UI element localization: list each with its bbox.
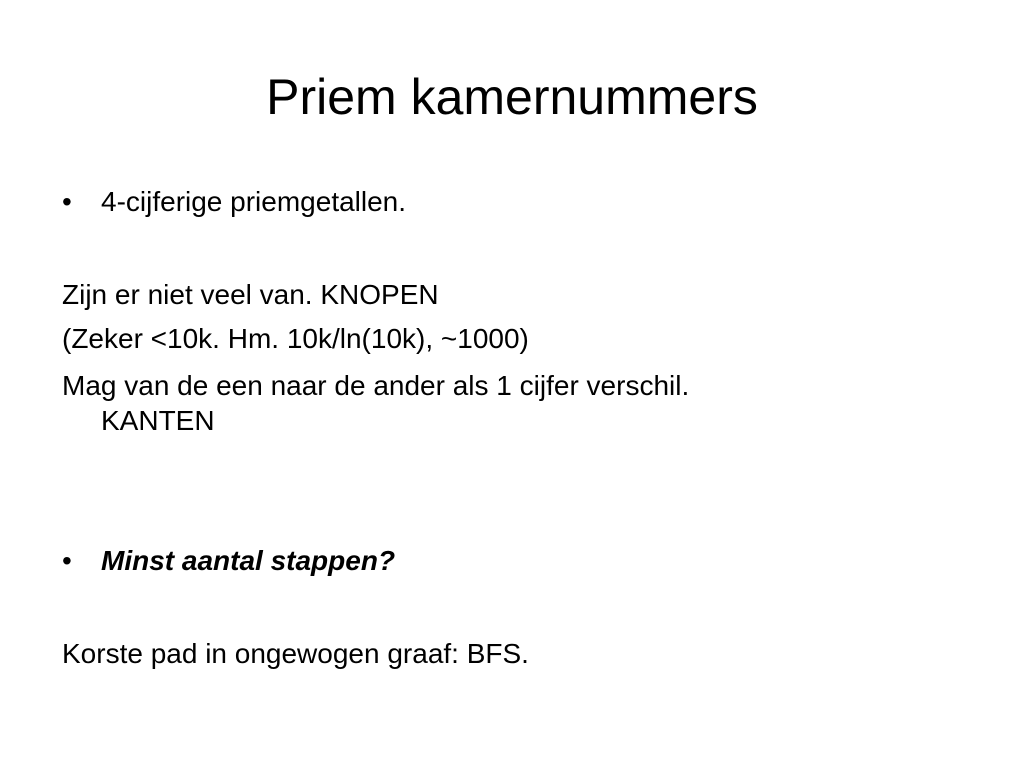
paragraph-edges-line1: Mag van de een naar de ander als 1 cijfer verschil. xyxy=(62,370,690,401)
slide-title: Priem kamernummers xyxy=(266,69,758,125)
bullet-text: 4-cijferige priemgetallen. xyxy=(101,186,407,217)
paragraph-estimate: (Zeker <10k. Hm. 10k/ln(10k), ~1000) xyxy=(62,323,529,354)
paragraph-bfs: Korste pad in ongewogen graaf: BFS. xyxy=(62,638,529,669)
paragraph-nodes: Zijn er niet veel van. KNOPEN xyxy=(62,279,439,310)
bullet-marker: • xyxy=(62,545,72,576)
bullet-marker: • xyxy=(62,186,72,217)
paragraph-edges-line2: KANTEN xyxy=(101,405,215,436)
bullet-text-emphasized: Minst aantal stappen? xyxy=(101,545,396,576)
